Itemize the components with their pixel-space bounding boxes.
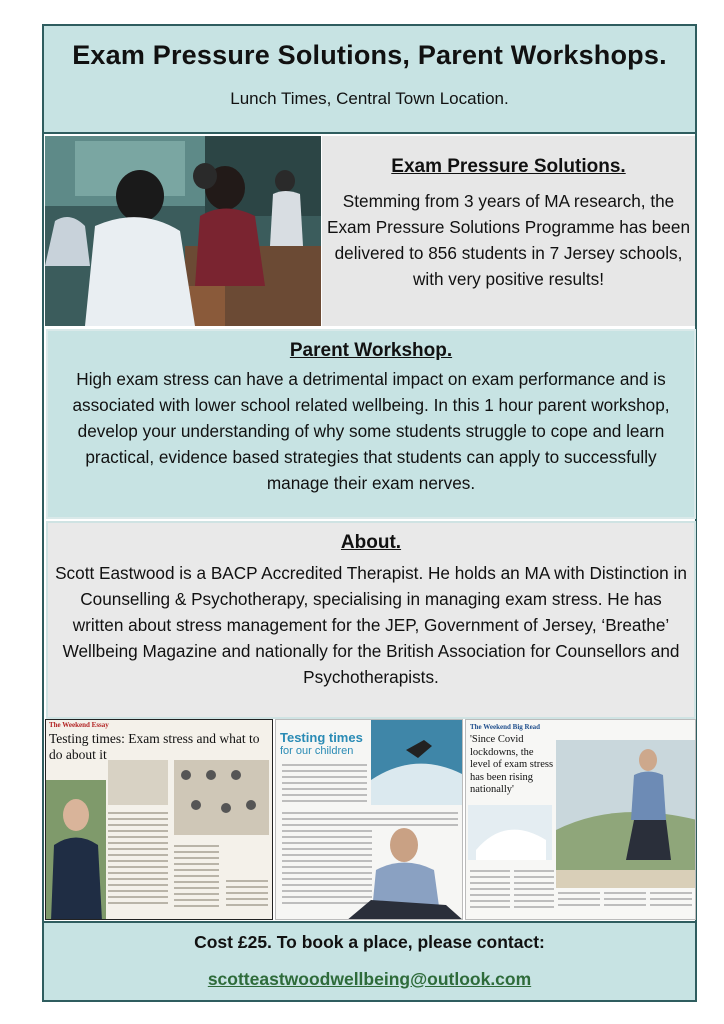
solutions-heading: Exam Pressure Solutions. <box>391 156 626 177</box>
clip2-headline: Testing times <box>280 730 363 745</box>
press-clipping-weekend-essay <box>45 719 273 920</box>
workshop-panel <box>46 329 696 519</box>
booking-footer <box>44 921 695 1000</box>
poster-title: Exam Pressure Solutions, Parent Workshops. <box>72 40 667 70</box>
solutions-body: Stemming from 3 years of MA research, the Exam Pressure Solutions Programme has been delivered to 856 students in 7 Jersey schools, with very positive results! <box>326 191 691 289</box>
clip3-quote: 'Since Covid lockdowns, the level of exam stress has been rising nationally' <box>470 734 554 795</box>
clip3-kicker: The Weekend Big Read <box>470 723 541 731</box>
poster-subtitle: Lunch Times, Central Town Location. <box>230 89 509 108</box>
poster-header <box>44 26 695 134</box>
solutions-panel <box>322 136 695 326</box>
press-clipping-big-read <box>465 719 696 920</box>
clip2-subheadline: for our children <box>280 745 354 757</box>
workshop-heading: Parent Workshop. <box>289 340 453 361</box>
press-clippings <box>45 719 696 920</box>
contact-email-link[interactable]: scotteastwoodwellbeing@outlook.com <box>207 969 532 989</box>
about-body: Scott Eastwood is a BACP Accredited Therapist. He holds an MA with Distinction in Counselling & Psychotherapy, specialising in managing exam stress. He has written about stress management for the JEP, Government of Jersey, ‘Breathe’ Wellbeing Magazine and nationally for the British Association for Counsellors and Psychotherapists. <box>55 563 687 687</box>
clip1-headline: Testing times: Exam stress and what to do about it <box>49 731 260 762</box>
about-heading: About. <box>340 532 402 553</box>
workshop-body: High exam stress can have a detrimental impact on exam performance and is associated with lower school related wellbeing. In this 1 hour parent workshop, develop your understanding of why some students struggle to cope and learn practical, evidence based strategies that students can apply to successfully manage their exam nerves. <box>72 369 670 493</box>
press-clipping-testing-times <box>275 719 463 920</box>
exam-hall-photo <box>45 136 321 326</box>
about-panel <box>46 521 696 719</box>
cost-text: Cost £25. To book a place, please contact: <box>194 932 545 952</box>
clip1-kicker: The Weekend Essay <box>49 721 109 729</box>
